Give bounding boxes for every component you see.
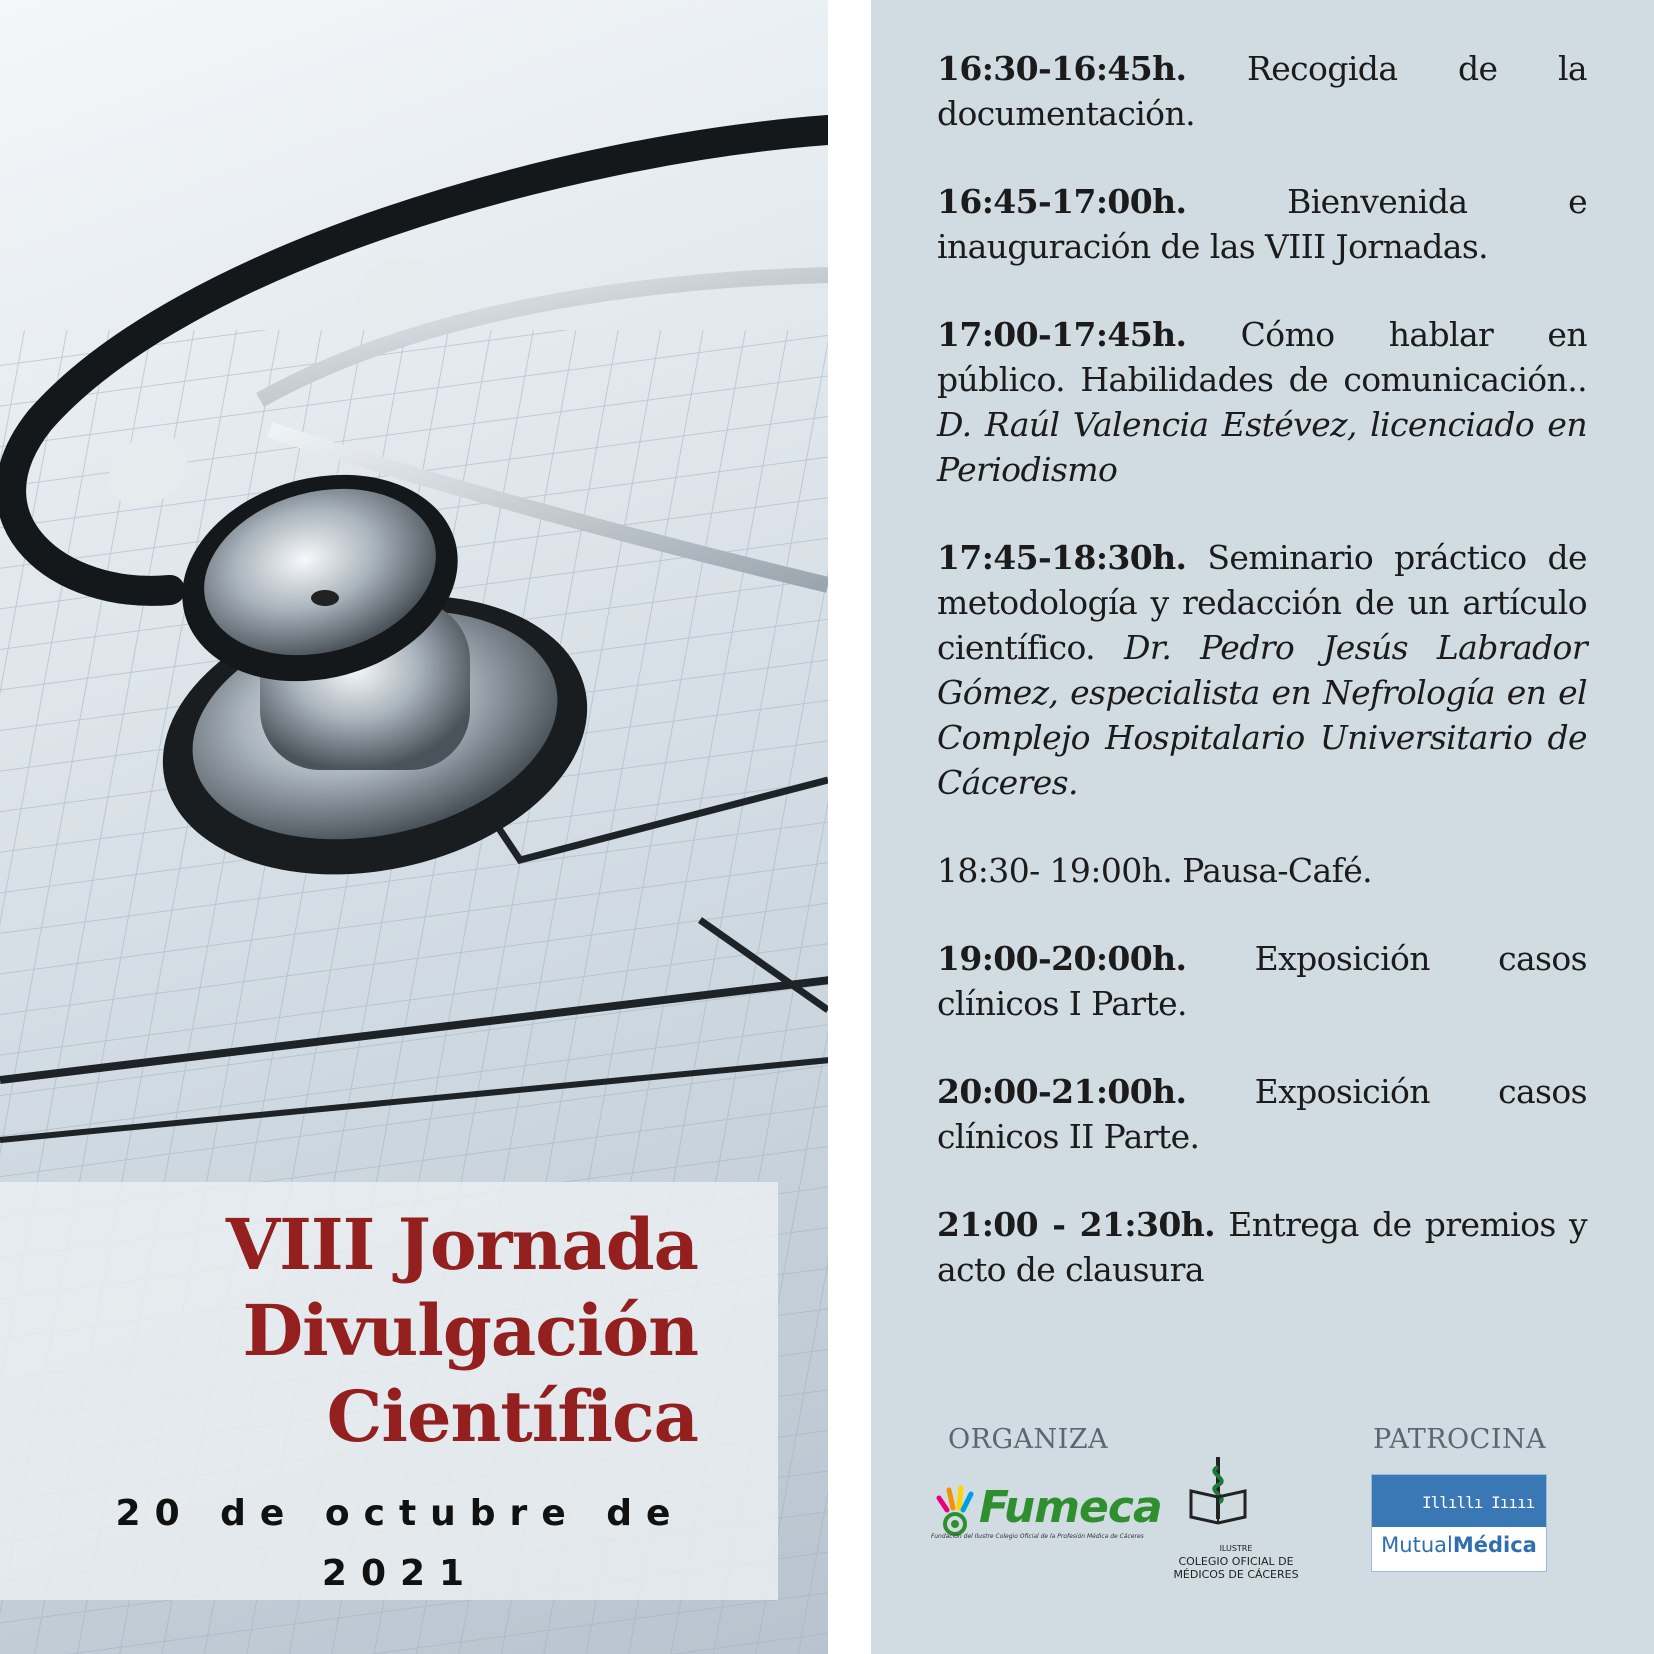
- schedule-list: [937, 46, 1587, 1335]
- schedule-item: [937, 1069, 1587, 1159]
- event-date: [70, 1484, 730, 1604]
- schedule-item: [937, 46, 1587, 136]
- colegio-line: MÉDICOS DE CÁCERES: [1173, 1568, 1299, 1581]
- event-title: [58, 1202, 698, 1460]
- schedule-text: 18:30- 19:00h. Pausa-Café.: [937, 851, 1373, 890]
- columns-icon: Illıllı Iıııı: [1422, 1493, 1535, 1512]
- mutual-logo-banner: [1372, 1475, 1546, 1527]
- fumeca-wordmark: Fumeca: [979, 1482, 1162, 1533]
- schedule-text: Entrega de premios y acto de clausura: [937, 1205, 1587, 1289]
- schedule-speaker: Dr. Pedro Jesús Labrador Gómez, especialista en Nefrología en el Complejo Hospitalario Universitario de Cáceres.: [937, 628, 1587, 802]
- mutual-wordmark: [1372, 1533, 1546, 1557]
- organiza-label: ORGANIZA: [948, 1424, 1109, 1455]
- schedule-text: Cómo hablar en público. Habilidades de comunicación..: [937, 315, 1587, 399]
- colegio-small-label: ILUSTRE: [1219, 1544, 1253, 1553]
- schedule-text: Recogida de la documentación.: [937, 49, 1587, 133]
- schedule-time: 16:45-17:00h.: [937, 182, 1187, 221]
- programme-panel: [871, 0, 1654, 1654]
- event-title-line: Divulgación: [242, 1289, 698, 1372]
- mutual-wordmark-part: Mutual: [1381, 1533, 1453, 1557]
- fumeca-subtitle: Fundación del Ilustre Colegio Oficial de la Profesión Médica de Cáceres: [931, 1533, 1144, 1540]
- schedule-item: [937, 312, 1587, 492]
- event-title-line: VIII Jornada: [225, 1203, 698, 1286]
- event-date-line: 2021: [321, 1553, 479, 1594]
- schedule-item: [937, 535, 1587, 805]
- schedule-text: Bienvenida e inauguración de las VIII Jornadas.: [937, 182, 1587, 266]
- schedule-time: 19:00-20:00h.: [937, 939, 1187, 978]
- schedule-time: 20:00-21:00h.: [937, 1072, 1187, 1111]
- mutual-medica-logo: [1371, 1474, 1547, 1572]
- schedule-time: 21:00 - 21:30h.: [937, 1205, 1215, 1244]
- schedule-time: 16:30-16:45h.: [937, 49, 1187, 88]
- colegio-emblem-icon: [1183, 1455, 1253, 1525]
- schedule-speaker: D. Raúl Valencia Estévez, licenciado en Periodismo: [937, 405, 1587, 489]
- schedule-item: [937, 179, 1587, 269]
- colegio-line: COLEGIO OFICIAL DE: [1178, 1555, 1294, 1568]
- schedule-text: Seminario práctico de metodología y redacción de un artículo científico.: [937, 538, 1587, 667]
- colegio-name: [1171, 1542, 1301, 1581]
- medica-wordmark-part: Médica: [1452, 1533, 1537, 1557]
- title-overlay: [0, 1182, 778, 1600]
- schedule-item: [937, 936, 1587, 1026]
- schedule-time: 17:45-18:30h.: [937, 538, 1187, 577]
- schedule-text: Exposición casos clínicos I Parte.: [937, 939, 1587, 1023]
- schedule-text: Exposición casos clínicos II Parte.: [937, 1072, 1587, 1156]
- schedule-time: 17:00-17:45h.: [937, 315, 1187, 354]
- event-title-line: Científica: [326, 1375, 698, 1458]
- event-date-line: 20 de octubre de: [115, 1493, 685, 1534]
- schedule-item: [937, 848, 1587, 893]
- schedule-item: [937, 1202, 1587, 1292]
- patrocina-label: PATROCINA: [1373, 1424, 1547, 1455]
